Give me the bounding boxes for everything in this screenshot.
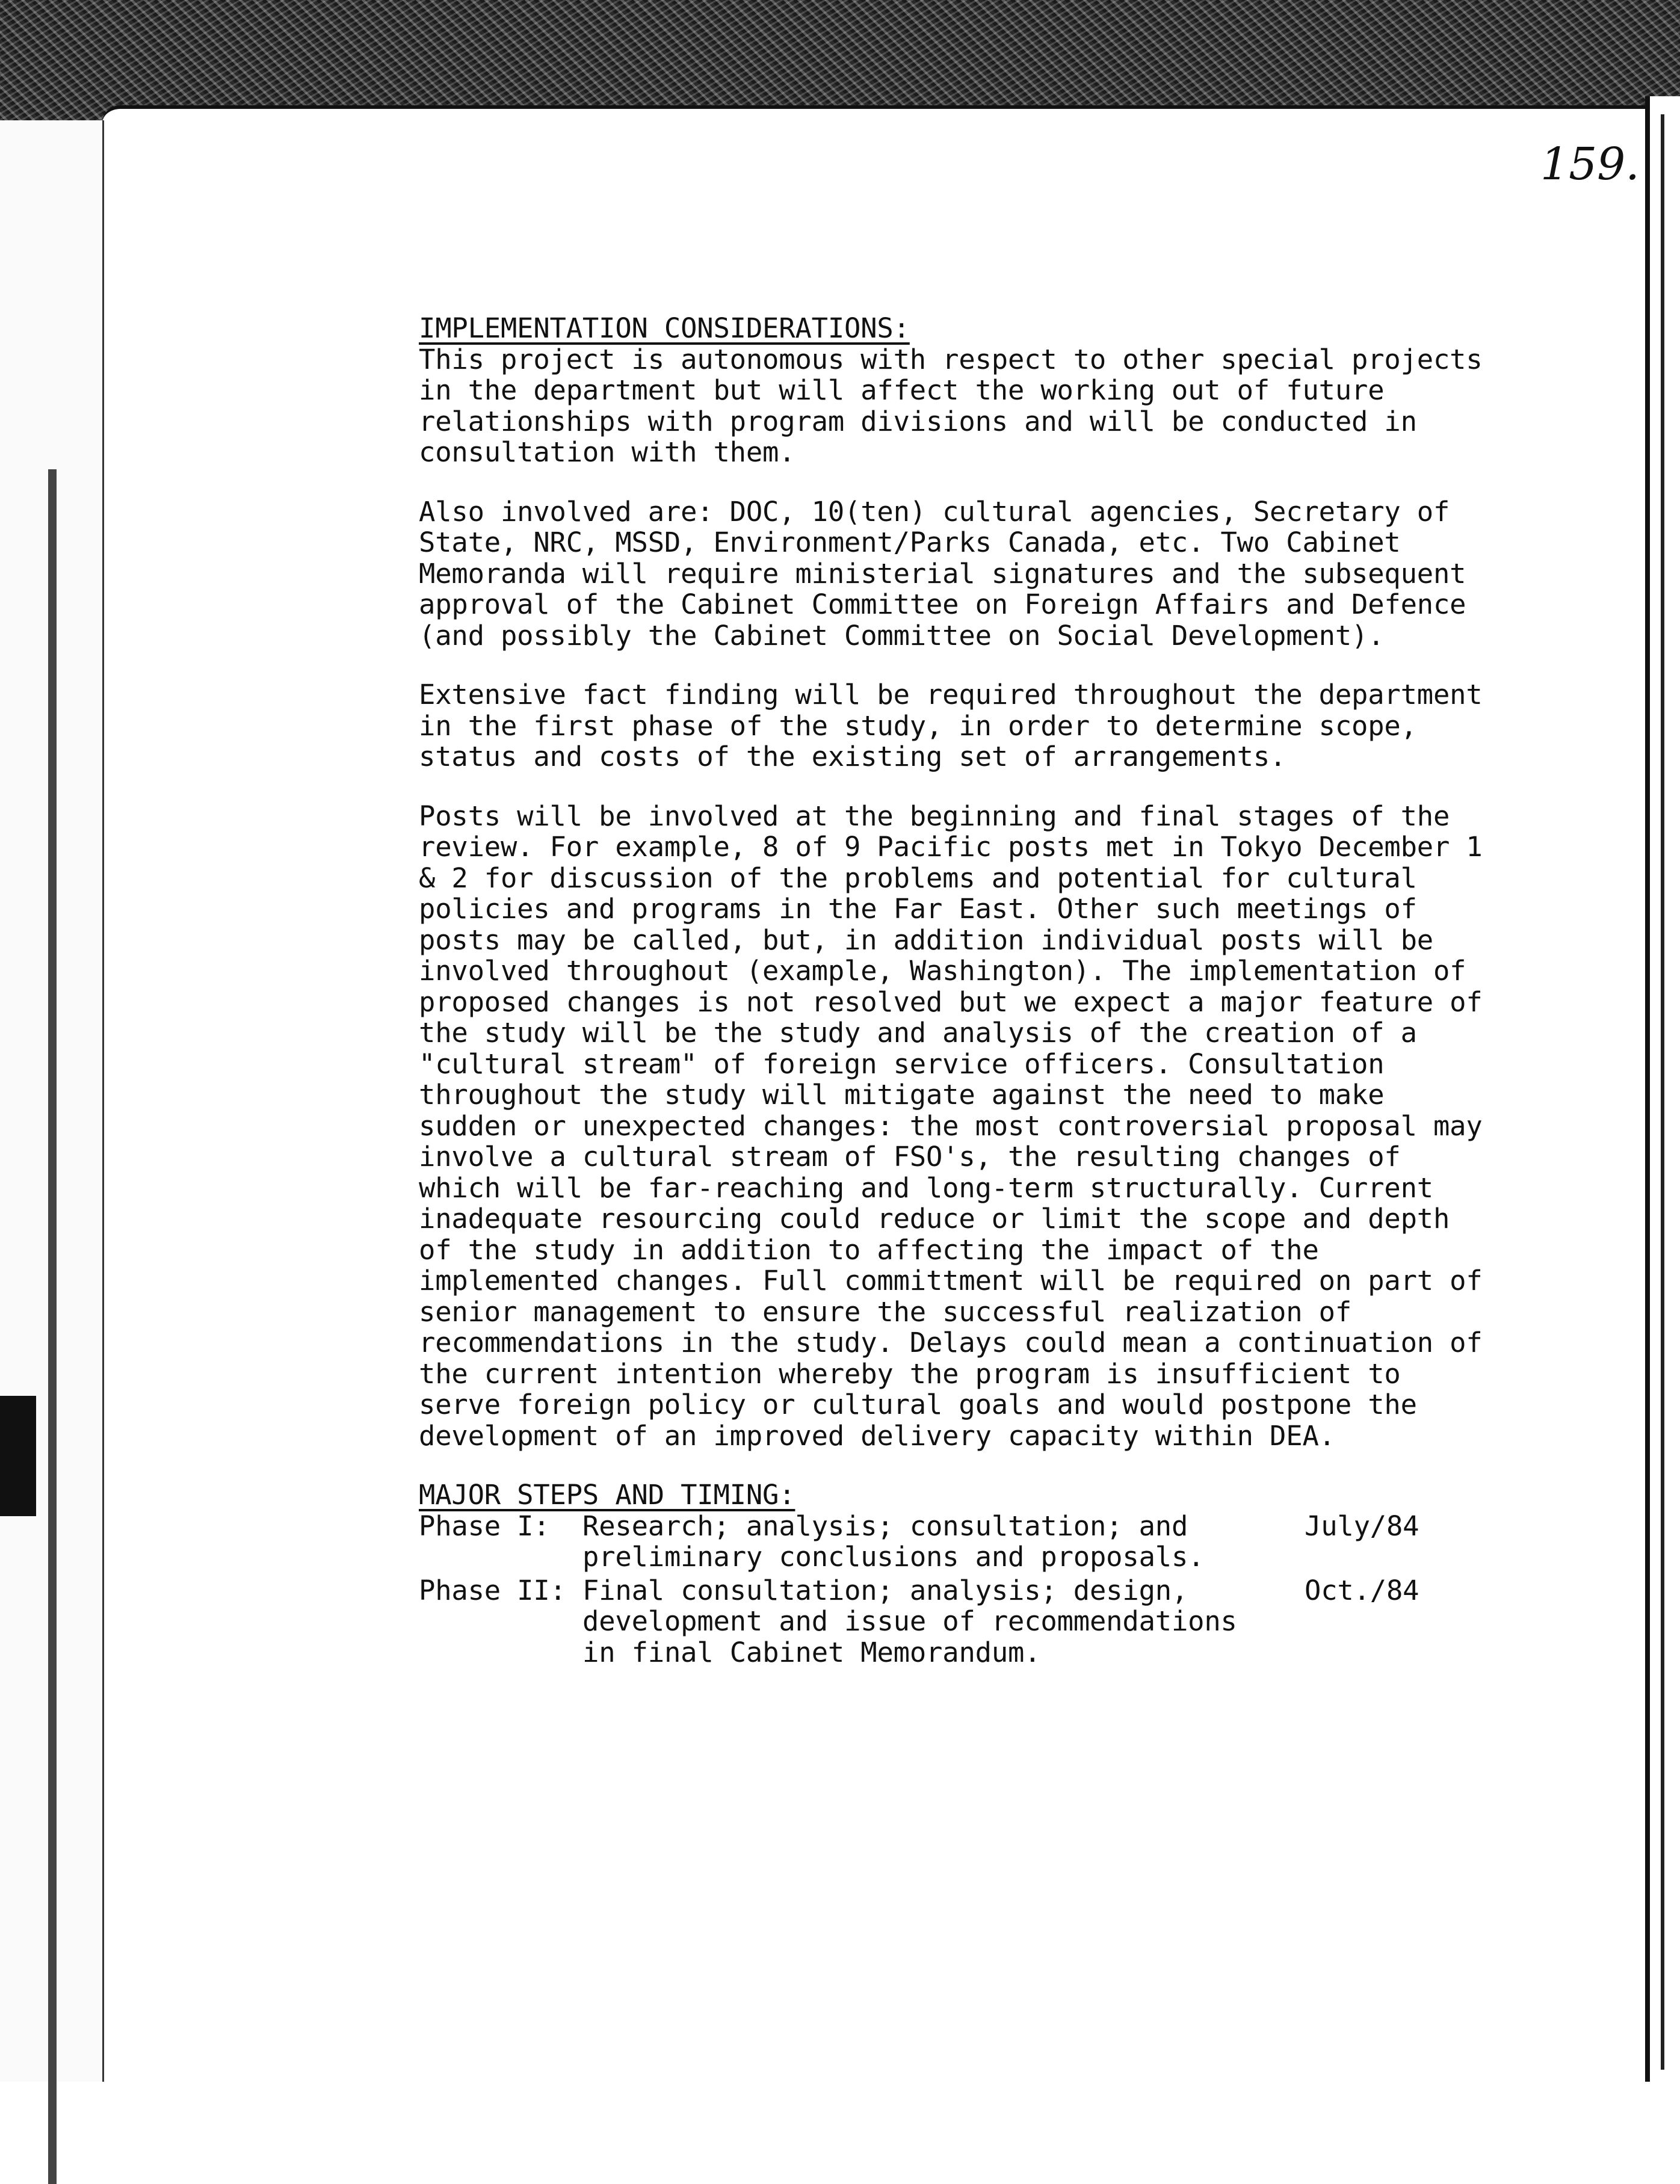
major-steps-table xyxy=(419,1511,1490,1668)
implementation-paragraph-2: Also involved are: DOC, 10(ten) cultural agencies, Secretary of State, NRC, MSSD, Environment/Parks Canada, etc. Two Cabinet Memoranda will require ministerial signatures and the subsequent approval of the Cabinet Committee on Foreign Affairs and Defence (and possibly the Cabinet Committee on Social Development). xyxy=(419,495,1466,652)
phase-row xyxy=(419,1575,1490,1668)
handwritten-page-number: 159. xyxy=(1540,138,1640,190)
scan-top-border xyxy=(0,0,1680,120)
scan-left-binding xyxy=(0,120,104,2082)
phase-date: July/84 xyxy=(1305,1510,1419,1542)
implementation-paragraph-3: Extensive fact finding will be required throughout the department in the first phase of the study, in order to determine scope, status and costs of the existing set of arrangements. xyxy=(419,679,1483,773)
phase-date: Oct./84 xyxy=(1305,1574,1419,1606)
phase-description: Research; analysis; consultation; and preliminary conclusions and proposals. xyxy=(582,1510,1205,1573)
implementation-paragraph-4: Posts will be involved at the beginning and final stages of the review. For example, 8 of 9 Pacific posts met in Tokyo December 1 & 2 for discussion of the problems and potential for cultural policies and programs in the Far East. Other such meetings of posts may be called, but, in addition individual posts will be involved throughout (example, Washington). The implementation of proposed changes is not resolved but we expect a major feature of the study will be the study and analysis of the creation of a "cultural stream" of foreign service officers. Consultation throughout the study will mitigate against the need to make sudden or unexpected changes: the most controversial proposal may involve a cultural stream of FSO's, the resulting changes of which will be far-reaching and long-term structurally. Current inadequate resourcing could reduce or limit the scope and depth of the study in addition to affecting the impact of the implemented changes. Full committment will be required on part of senior management to ensure the successful realization of recommendations in the study. Delays could mean a continuation of the current intention whereby the program is insufficient to serve foreign policy or cultural goals and would postpone the development of an improved delivery capacity within DEA. xyxy=(419,800,1483,1452)
phase-row xyxy=(419,1511,1490,1573)
phase-label: Phase I: xyxy=(419,1510,550,1542)
scan-right-edge xyxy=(1645,96,1680,2082)
document-body xyxy=(419,313,1490,1670)
implementation-paragraph-1: This project is autonomous with respect to other special projects in the department but will affect the working out of future relationships with program divisions and will be conducted in consultation with them. xyxy=(419,343,1483,468)
implementation-heading: IMPLEMENTATION CONSIDERATIONS: xyxy=(419,312,910,344)
phase-label: Phase II: xyxy=(419,1574,566,1606)
page-top-edge xyxy=(102,105,1667,133)
major-steps-heading: MAJOR STEPS AND TIMING: xyxy=(419,1479,795,1511)
phase-description: Final consultation; analysis; design, development and issue of recommendations in final Cabinet Memorandum. xyxy=(582,1574,1237,1668)
scan-noise xyxy=(0,0,1680,120)
